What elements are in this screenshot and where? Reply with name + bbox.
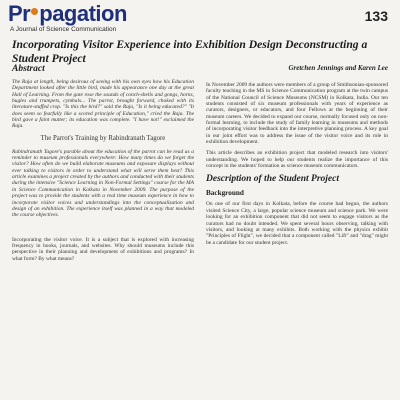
page-number: 133 xyxy=(364,8,388,24)
intro-paragraph-2: This article describes an exhibition project that modeled research into visitors' understanding. We hoped to help our students realize the importance of this concept in the students' formation as science museum communicators. xyxy=(206,150,388,170)
right-column xyxy=(206,64,388,251)
abstract-body: Rabindranath Tagore's parable about the education of the parrot can be read as a reminder to museum professionals everywhere: How many times do we forget the visitor? How often do we build elaborate museums and exposure displays without ever talking to visitors in order to understand what will serve them best? This article examines a project created by the authors and conducted with their students during the intensive "Science Learning in Non-Formal Settings" course for the MA in Science Communication in Kolkata in November 2009. The purpose of the project was to provide the students with a real time museum experience in how to incorporate visitor voices and understandings into the conceptualization and design of an exhibition. The experience itself was planned in a way that modeled the course objectives. xyxy=(12,148,194,219)
background-paragraph: On one of our first days in Kolkata, before the course had begun, the authors visited Science City, a large, popular science museum and science park. We were looking for an exhibition component that did not seem to engage visitors as the curators had no doubt intended. We spent several hours observing, talking with visitors, and looking at many exhibits. Both working with the physics exhibit "Principles of Flight", we decided that a component called "Lift" and "drag" might be a candidate for our student project. xyxy=(206,201,388,246)
background-heading: Background xyxy=(206,189,244,198)
closing-paragraph: Incorporating the visitor voice. It is a subject that is explored with increasing frequency in books, journals, and websites. Why should museums include this perspective in their planning and development of exhibitions and programs? In what form? By what means? xyxy=(12,236,194,262)
article-title: Incorporating Visitor Experience into Exhibition Design Deconstructing a Student Project xyxy=(12,38,368,65)
journal-logo xyxy=(8,2,127,26)
abstract-heading: Abstract xyxy=(12,64,45,74)
logo-orange-dot xyxy=(31,8,38,15)
article-authors: Gretchen Jennings and Karen Lee xyxy=(288,64,388,72)
section-heading: Description of the Student Project xyxy=(206,174,339,185)
intro-paragraph-1: In November 2009 the authors were members of a group of Smithsonian-sponsored faculty teaching in the MS in Science Communication program at the twin campus of the National Council of Science Museums (NCSM) in Kolkata, India. Our ten students consisted of six museum professionals with years of experience as curators, designers, or educators, and four Fellows at the beginning of their museum careers. We decided to expand our course, normally focused only on non-formal learning, to include the study of family learning in museums and methods of incorporating visitor feedback into the interpretive planning process. A key goal in our joint effort was to address the issue of the visitor voice and its role in exhibition development. xyxy=(206,82,388,146)
poem-title: The Parrot's Training by Rabindranath Tagore xyxy=(40,134,166,142)
left-column xyxy=(12,64,194,267)
journal-subtitle: A Journal of Science Communication xyxy=(10,26,117,33)
poem-excerpt: The Raja at length, being desirous of seeing with his own eyes how his Education Department looked after the little bird, made his appearance one day at the great Hall of Learning. From the gate rose the sounds of conch-shells and gongs, horns, bugles and trumpets, cymbals... The parrot, brought forward, choked with its literature-stuffed crop. "Is this the bird?" said the Raja, "Is it being educated?" "It does seem so fearfully like a scored principle of Education," cried the Raja. The bird gave a faint mutter; its education was complete. "I have not!" exclaimed the Raja. xyxy=(12,79,194,130)
logo-text-right: pagation xyxy=(39,1,127,26)
logo-text-left: Pr xyxy=(8,1,31,26)
